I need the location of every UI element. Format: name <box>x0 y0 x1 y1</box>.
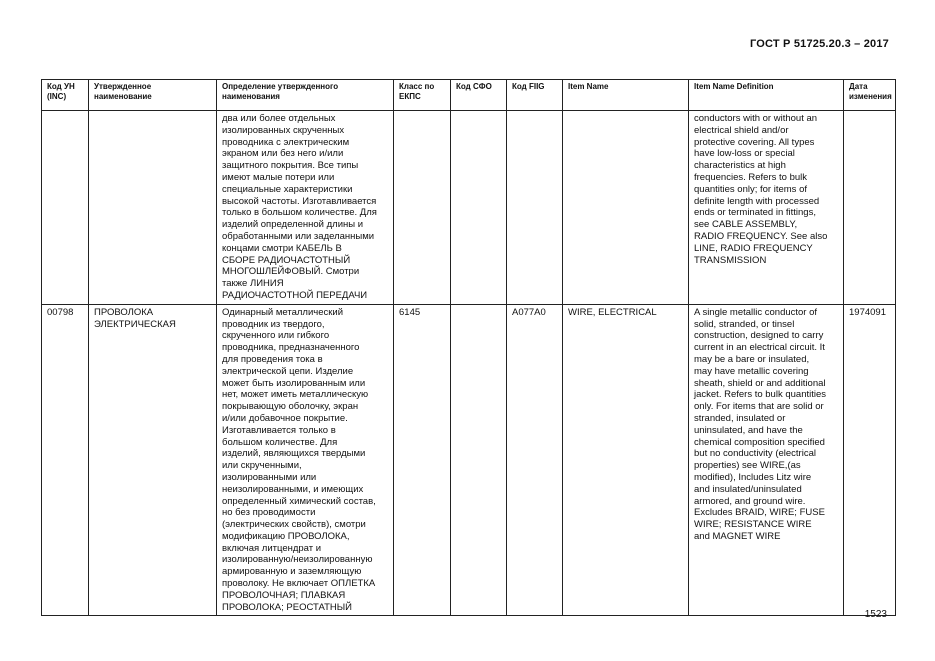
column-header-fiig-code: Код FIIG <box>507 80 563 111</box>
document-standard-header: ГОСТ Р 51725.20.3 – 2017 <box>749 38 889 50</box>
column-header-inc: Код УН (INC) <box>42 80 89 111</box>
table-row <box>42 111 896 305</box>
cell-definition-ru: Одинарный металлический проводник из твердого, скрученного или гибкого проводника, предназначенного для проведения тока в электрической цепи. Изделие может быть изолированным или нет, может иметь металлическую покрывающую оболочку, экран и/или добавочное покрытие. Изготавливается только в большом количестве. Для изделий, являющихся твердыми или скрученными, изолированными или неизолированными, и имеющих определенный химический состав, но без проводимости (электрических свойств), смотри модификацию ПРОВОЛОКА, включая литцендрат и изолированную/неизолированную армированную и заземляющую проволоку. Не включает ОПЛЕТКА ПРОВОЛОЧНАЯ; ПЛАВКАЯ ПРОВОЛОКА; РЕОСТАТНЫЙ <box>217 304 394 616</box>
column-header-approved-name: Утвержденное наименование <box>89 80 217 111</box>
page-number: 1523 <box>864 609 887 620</box>
table-row <box>42 304 896 616</box>
table-header-row <box>42 80 896 111</box>
cell-ekps-class <box>394 111 451 305</box>
cell-sfo-code <box>451 111 507 305</box>
cell-fiig-code: A077A0 <box>507 304 563 616</box>
classification-table <box>41 79 896 616</box>
column-header-ekps-class: Класс по ЕКПС <box>394 80 451 111</box>
cell-approved-name: ПРОВОЛОКА ЭЛЕКТРИЧЕСКАЯ <box>89 304 217 616</box>
cell-change-date: 1974091 <box>844 304 896 616</box>
cell-fiig-code <box>507 111 563 305</box>
column-header-sfo-code: Код СФО <box>451 80 507 111</box>
cell-inc <box>42 111 89 305</box>
cell-item-name-definition: conductors with or without an electrical shield and/or protective covering. All types have low-loss or special characteristics at high frequencies. Refers to bulk quantities only; for items of definite length with processed ends or terminated in fittings, see CABLE ASSEMBLY, RADIO FREQUENCY. See also LINE, RADIO FREQUENCY TRANSMISSION <box>689 111 844 305</box>
column-header-item-name: Item Name <box>563 80 689 111</box>
cell-ekps-class: 6145 <box>394 304 451 616</box>
cell-item-name-definition: A single metallic conductor of solid, stranded, or tinsel construction, designed to carry current in an electrical circuit. It may be a bare or insulated, may have metallic covering sheath, shield or and additional jacket. Refers to bulk quantities only. For items that are solid or stranded, insulated or uninsulated, and have the chemical composition specified but no conductivity (electrical properties) see WIRE,(as modified), Includes Litz wire and insulated/uninsulated armored, and ground wire. Excludes BRAID, WIRE; FUSE WIRE; RESISTANCE WIRE and MAGNET WIRE <box>689 304 844 616</box>
column-header-change-date: Дата изменения <box>844 80 896 111</box>
cell-item-name <box>563 111 689 305</box>
column-header-definition-ru: Определение утвержденного наименования <box>217 80 394 111</box>
cell-inc: 00798 <box>42 304 89 616</box>
cell-approved-name <box>89 111 217 305</box>
cell-item-name: WIRE, ELECTRICAL <box>563 304 689 616</box>
column-header-item-name-definition: Item Name Definition <box>689 80 844 111</box>
cell-change-date <box>844 111 896 305</box>
cell-definition-ru: два или более отдельных изолированных скрученных проводника с электрическим экраном или без него и/или защитного покрытия. Все типы имеют малые потери или специальные характеристики высокой частоты. Изготавливается только в большом количестве. Для изделий определенной длины и обработанными или заделанными концами смотри КАБЕЛЬ В СБОРЕ РАДИОЧАСТОТНЫЙ МНОГОШЛЕЙФОВЫЙ. Смотри также ЛИНИЯ РАДИОЧАСТОТНОЙ ПЕРЕДАЧИ <box>217 111 394 305</box>
cell-sfo-code <box>451 304 507 616</box>
